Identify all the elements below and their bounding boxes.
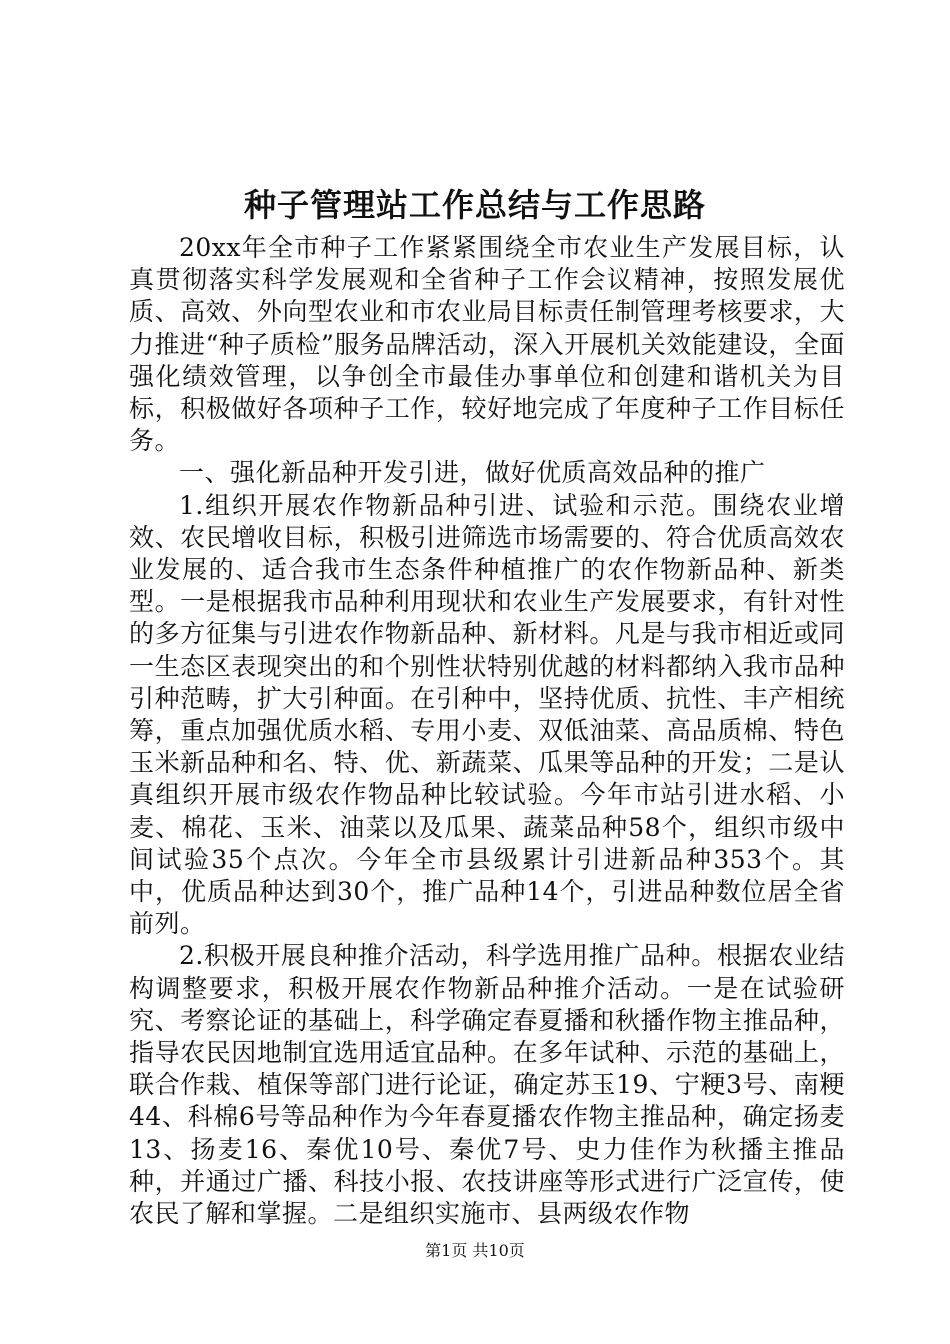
paragraph-intro: 20xx年全市种子工作紧紧围绕全市农业生产发展目标，认真贯彻落实科学发展观和全省种子工作会议精神，按照发展优质、高效、外向型农业和市农业局目标责任制管理考核要求，大力推进“种子质检”服务品牌活动，深入开展机关效能建设，全面强化绩效管理，以争创全市最佳办事单位和创建和谐机关为目标，积极做好各项种子工作，较好地完成了年度种子工作目标任务。	[129, 233, 845, 456]
section-heading-1: 一、强化新品种开发引进，做好优质高效品种的推广	[179, 458, 766, 488]
paragraph-item-1: 1.组织开展农作物新品种引进、试验和示范。围绕农业增效、农民增收目标，积极引进筛选市场需要的、符合优质高效农业发展的、适合我市生态条件种植推广的农作物新品种、新类型。一是根据我市品种利用现状和农业生产发展要求，有针对性的多方征集与引进农作物新品种、新材料。凡是与我市相近或同一生态区表现突出的和个别性状特别优越的材料都纳入我市品种引种范畴，扩大引种面。在引种中，坚持优质、抗性、丰产相统筹，重点加强优质水稻、专用小麦、双低油菜、高品质棉、特色玉米新品种和名、特、优、新蔬菜、瓜果等品种的开发；二是认真组织开展市级农作物品种比较试验。今年市站引进水稻、小麦、棉花、玉米、油菜以及瓜果、蔬菜品种58个，组织市级中间试验35个点次。今年全市县级累计引进新品种353个。其中，优质品种达到30个，推广品种14个，引进品种数位居全省前列。	[129, 490, 845, 939]
page-number-footer: 第1页 共10页	[425, 1241, 525, 1260]
paragraph-item-2: 2.积极开展良种推介活动，科学选用推广品种。根据农业结构调整要求，积极开展农作物新品种推介活动。一是在试验研究、考察论证的基础上，科学确定春夏播和秋播作物主推品种，指导农民因地制宜选用适宜品种。在多年试种、示范的基础上，联合作栽、植保等部门进行论证，确定苏玉19、宁粳3号、南粳44、科棉6号等品种作为今年春夏播农作物主推品种，确定扬麦13、扬麦16、秦优10号、秦优7号、史力佳作为秋播主推品种，并通过广播、科技小报、农技讲座等形式进行广泛宣传，使农民了解和掌握。二是组织实施市、县两级农作物	[129, 941, 845, 1229]
document-title: 种子管理站工作总结与工作思路	[243, 186, 706, 224]
document-body	[129, 232, 845, 1230]
